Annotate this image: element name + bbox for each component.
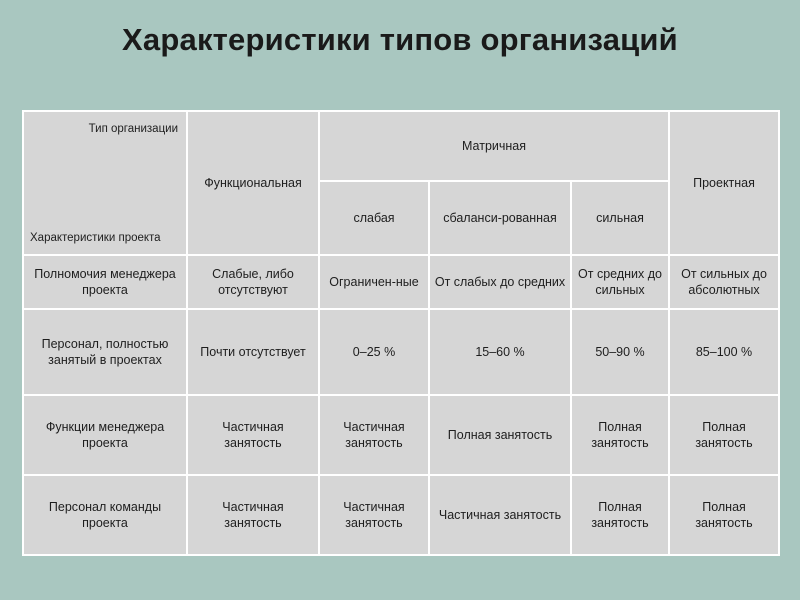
organization-types-table [22, 110, 780, 556]
table-row [23, 395, 779, 475]
table-row [23, 475, 779, 555]
header-functional: Функциональная [187, 111, 319, 255]
table-cell: Частичная занятость [319, 395, 429, 475]
header-projective: Проектная [669, 111, 779, 255]
table-cell: Ограничен-ные [319, 255, 429, 309]
table-cell: Полная занятость [571, 395, 669, 475]
table-cell: Частичная занятость [319, 475, 429, 555]
header-matrix: Матричная [319, 111, 669, 181]
table-cell: Частичная занятость [187, 395, 319, 475]
table-cell: От сильных до абсолютных [669, 255, 779, 309]
header-matrix-weak: слабая [319, 181, 429, 255]
table-cell: 85–100 % [669, 309, 779, 395]
table-cell: 0–25 % [319, 309, 429, 395]
table-cell: Полная занятость [669, 395, 779, 475]
corner-header-org-type: Тип организации [88, 123, 178, 135]
table-cell: От слабых до средних [429, 255, 571, 309]
row-label: Персонал команды проекта [23, 475, 187, 555]
corner-header-project-characteristics: Характеристики проекта [30, 232, 161, 244]
row-label: Полномочия менеджера проекта [23, 255, 187, 309]
slide-title: Характеристики типов организаций [122, 22, 678, 57]
table-row [23, 309, 779, 395]
header-matrix-strong: сильная [571, 181, 669, 255]
table-cell: Полная занятость [669, 475, 779, 555]
table-cell: Частичная занятость [429, 475, 571, 555]
row-label: Персонал, полностью занятый в проектах [23, 309, 187, 395]
table-cell: Частичная занятость [187, 475, 319, 555]
header-matrix-balanced: сбаланси-рованная [429, 181, 571, 255]
table-cell: Слабые, либо отсутствуют [187, 255, 319, 309]
table-cell: 50–90 % [571, 309, 669, 395]
row-label: Функции менеджера проекта [23, 395, 187, 475]
table-cell: 15–60 % [429, 309, 571, 395]
corner-header-cell [23, 111, 187, 255]
table-row [23, 255, 779, 309]
table-cell: Полная занятость [429, 395, 571, 475]
table-cell: Полная занятость [571, 475, 669, 555]
table-cell: От средних до сильных [571, 255, 669, 309]
table-cell: Почти отсутствует [187, 309, 319, 395]
